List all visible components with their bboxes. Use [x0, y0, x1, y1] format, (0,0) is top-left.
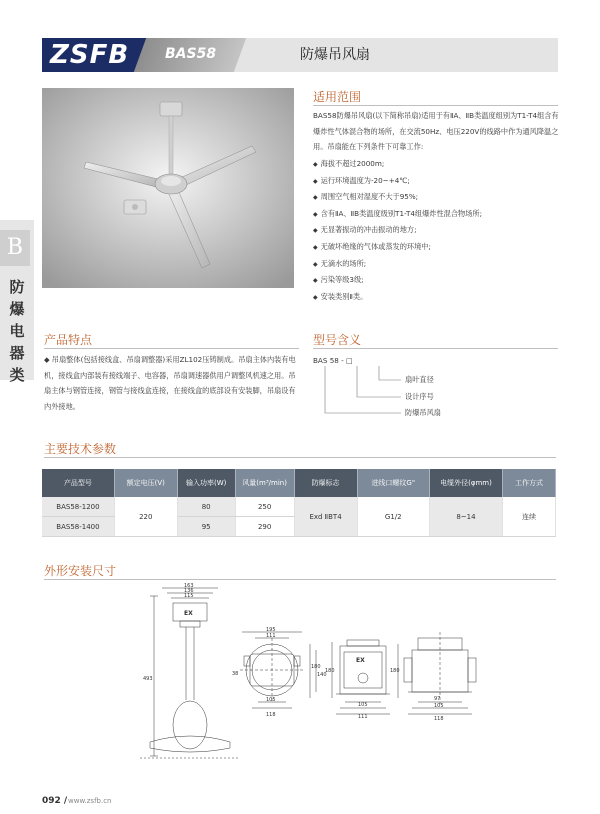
- table-cell: 95: [177, 517, 235, 537]
- dimension-drawings: [140, 580, 560, 770]
- dim-label: 111: [358, 714, 368, 720]
- model-meaning-lines: [313, 362, 413, 422]
- dim-label: 180: [325, 668, 335, 674]
- table-header: 额定电压(V): [114, 469, 177, 497]
- dim-label: 105: [358, 702, 368, 708]
- table-header: 电缆外径(φmm): [430, 469, 503, 497]
- model-part-design: 设计序号: [405, 392, 434, 401]
- ex-label: EX: [184, 610, 193, 617]
- brand-logo: ZSFB: [50, 40, 130, 70]
- table-cell: BAS58-1200: [42, 497, 114, 517]
- divider: [44, 457, 556, 458]
- dim-label: 493: [143, 676, 153, 682]
- dim-label: 118: [434, 716, 444, 722]
- list-item: ◆ 污染等级3级;: [313, 272, 563, 289]
- spec-table: [42, 469, 556, 537]
- dim-label: 163: [184, 583, 194, 589]
- dim-label: 38: [232, 671, 239, 677]
- model-part-diameter: 扇叶直径: [405, 375, 434, 384]
- list-item: ◆ 运行环境温度为-20~+4℃;: [313, 173, 563, 190]
- divider: [313, 105, 558, 106]
- scope-conditions: [313, 156, 563, 305]
- website-link[interactable]: www.zsfb.cn: [68, 797, 112, 805]
- table-cell: BAS58-1400: [42, 517, 114, 537]
- table-row: [42, 497, 556, 517]
- ex-label: EX: [356, 657, 365, 664]
- divider: [313, 348, 558, 349]
- table-header: 产品型号: [42, 469, 114, 497]
- side-tab-category: 防爆电器类: [9, 278, 25, 384]
- dim-label: 105: [434, 703, 444, 709]
- model-code: BAS58: [165, 46, 217, 62]
- list-item: ◆ 海拔不超过2000m;: [313, 156, 563, 173]
- features-heading: 产品特点: [44, 333, 93, 347]
- dim-label: 180: [390, 668, 400, 674]
- list-item: ◆ 无破坏绝缘的气体或蒸发的环境中;: [313, 239, 563, 256]
- dim-label: 111: [266, 633, 276, 639]
- list-item: ◆ 无显著振动的冲击振动的地方;: [313, 222, 563, 239]
- side-tab-letter: B: [6, 235, 24, 260]
- dim-label: 115: [184, 593, 194, 599]
- table-cell: 8~14: [430, 497, 503, 537]
- table-cell: 250: [235, 497, 294, 517]
- dim-label: 105: [266, 697, 276, 703]
- scope-heading: 适用范围: [313, 90, 362, 104]
- table-cell: Exd ⅡBT4: [294, 497, 357, 537]
- dim-label: 140: [317, 672, 327, 678]
- dim-label: 195: [266, 627, 276, 633]
- product-photo: [42, 88, 294, 288]
- divider: [44, 348, 299, 349]
- table-cell: G1/2: [357, 497, 429, 537]
- features-text: ◆ 吊扇整体(包括接线盒、吊扇调整器)采用ZL102压铸制成。吊扇主体内装有电机，接线盒内部装有接线端子、电容器，吊扇调速器供用户调整风机速之用。吊扇主体与钢管连接，钢管与接线盒连接，在接线盒的底部设有安装脚，吊扇设有内外接地。: [44, 355, 296, 411]
- dim-label: 97: [434, 696, 441, 702]
- table-header: 进线口螺纹G": [357, 469, 429, 497]
- model-meaning-heading: 型号含义: [313, 333, 362, 347]
- list-item: ◆ 无滴水的场所;: [313, 256, 563, 273]
- list-item: ◆ 周围空气相对湿度不大于95%;: [313, 189, 563, 206]
- dim-label: 136: [184, 588, 194, 594]
- page-title: 防爆吊风扇: [300, 47, 370, 63]
- dim-label: 118: [266, 712, 276, 718]
- table-cell: 220: [114, 497, 177, 537]
- page-number: 092 /: [42, 796, 68, 806]
- table-cell: 连续: [502, 497, 555, 537]
- scope-intro: BAS58防爆吊风扇(以下简称吊扇)适用于有ⅡA、ⅡB类温度组别为T1-T4组含有爆炸性气体混合物的场所，在交流50Hz、电压220V的线路中作为通风降温之用。吊扇能在下列条件下可靠工作:: [313, 111, 559, 152]
- table-header: 防爆标志: [294, 469, 357, 497]
- dim-label: 180: [311, 664, 321, 670]
- table-cell: 80: [177, 497, 235, 517]
- specs-heading: 主要技术参数: [44, 442, 117, 456]
- table-cell: 290: [235, 517, 294, 537]
- model-part-type: 防爆吊风扇: [405, 408, 441, 417]
- list-item: ◆ 含有ⅡA、ⅡB类温度级别T1-T4组爆炸性混合物场所;: [313, 206, 563, 223]
- table-header: 工作方式: [502, 469, 555, 497]
- model-code-pattern: BAS 58 - □: [313, 356, 353, 365]
- table-header: 风量(m³/min): [235, 469, 294, 497]
- dimensions-heading: 外形安装尺寸: [44, 564, 117, 578]
- list-item: ◆ 安装类别Ⅱ类。: [313, 289, 563, 306]
- table-header: 输入功率(W): [177, 469, 235, 497]
